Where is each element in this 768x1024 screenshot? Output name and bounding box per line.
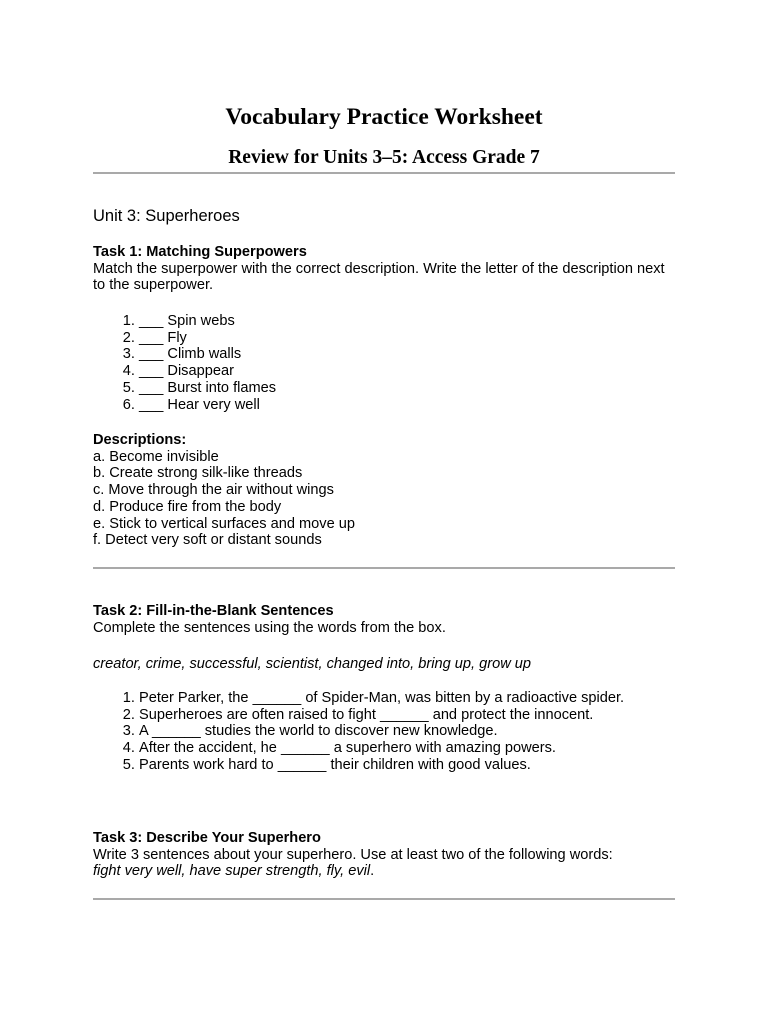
- list-item: a. Become invisible: [93, 448, 219, 465]
- word-box-text: creator, crime, successful, scientist, changed into, bring up, grow up: [93, 656, 532, 672]
- task1-items: [93, 313, 675, 413]
- divider-task3: [93, 898, 675, 900]
- task2-instructions: Complete the sentences using the words from the box.: [93, 619, 446, 636]
- unit3-section: [93, 206, 675, 226]
- task2-items: [93, 690, 675, 774]
- list-item: 5. Parents work hard to ______ their children with good values.: [139, 757, 675, 774]
- list-item: 2. ___ Fly: [139, 330, 675, 347]
- list-item: e. Stick to vertical surfaces and move up: [93, 515, 355, 532]
- divider-top: [93, 172, 675, 174]
- descriptions-list: [93, 449, 675, 549]
- sentence-list: [93, 690, 675, 774]
- task3-words: fight very well, have super strength, fly, evil: [93, 863, 371, 880]
- list-item: 6. ___ Hear very well: [139, 397, 675, 414]
- list-item: 4. After the accident, he ______ a superhero with amazing powers.: [139, 740, 675, 757]
- task3-words-line: [93, 863, 675, 880]
- list-item: 4. ___ Disappear: [139, 363, 675, 380]
- task2-section: [93, 603, 675, 636]
- list-item: f. Detect very soft or distant sounds: [93, 532, 322, 549]
- list-item: 3. A ______ studies the world to discover new knowledge.: [139, 723, 675, 740]
- word-box: [93, 656, 675, 673]
- list-item: 5. ___ Burst into flames: [139, 380, 675, 397]
- divider-task1: [93, 567, 675, 569]
- list-item: c. Move through the air without wings: [93, 482, 334, 499]
- task1-instructions: Match the superpower with the correct description. Write the letter of the description next to the superpower.: [93, 260, 665, 294]
- descriptions-label: Descriptions:: [93, 432, 187, 448]
- page-subtitle: Review for Units 3–5: Access Grade 7: [228, 147, 540, 168]
- list-item: 1. Peter Parker, the ______ of Spider-Man, was bitten by a radioactive spider.: [139, 690, 675, 707]
- list-item: d. Produce fire from the body: [93, 498, 282, 515]
- descriptions-section: [93, 432, 675, 549]
- task2-heading: Task 2: Fill-in-the-Blank Sentences: [93, 603, 334, 619]
- page-title: Vocabulary Practice Worksheet: [225, 104, 543, 130]
- unit-heading: Unit 3: Superheroes: [93, 207, 240, 225]
- task3-heading: Task 3: Describe Your Superhero: [93, 830, 321, 846]
- task3-instructions: Write 3 sentences about your superhero. Use at least two of the following words:: [93, 846, 613, 863]
- task3-section: [93, 830, 675, 880]
- task1-heading: Task 1: Matching Superpowers: [93, 244, 307, 260]
- task3-words-end: .: [370, 863, 375, 880]
- list-item: 1. ___ Spin webs: [139, 313, 675, 330]
- list-item: 3. ___ Climb walls: [139, 346, 675, 363]
- task1-section: [93, 244, 675, 294]
- list-item: b. Create strong silk-like threads: [93, 465, 303, 482]
- list-item: 2. Superheroes are often raised to fight ______ and protect the innocent.: [139, 707, 675, 724]
- superpower-list: [93, 313, 675, 413]
